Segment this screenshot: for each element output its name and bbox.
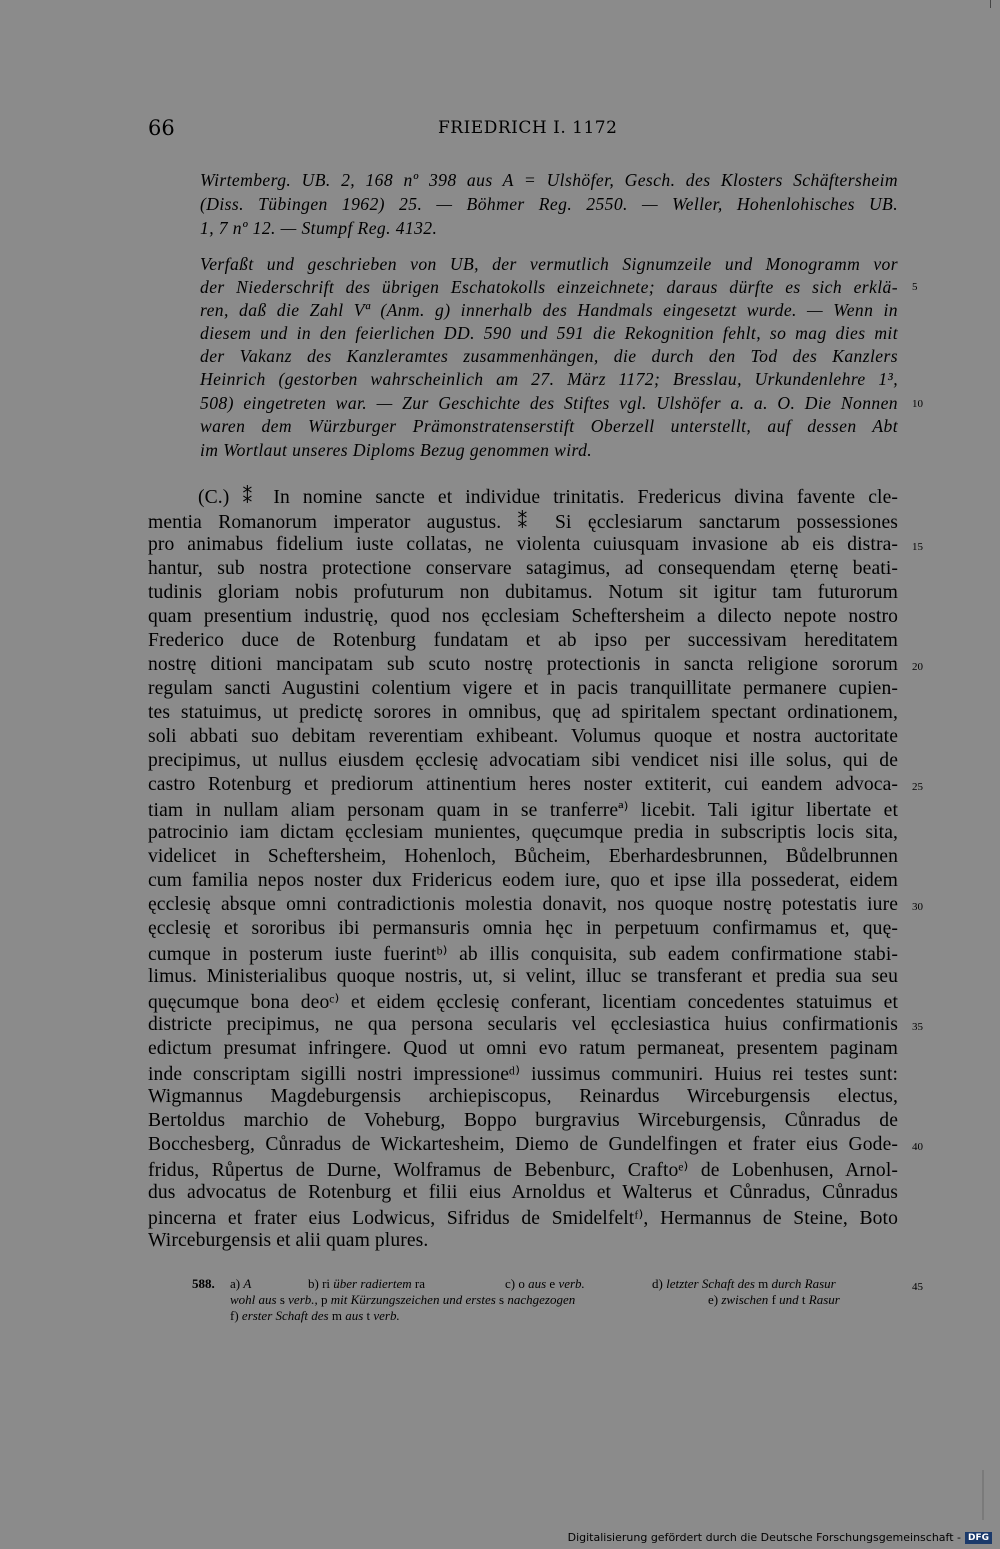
text-line: pincerna et frater eius Lodwicus, Sifridus de Smidelfeltᶠ⁾, Hermannus de Steine, Boto [148,1208,898,1229]
footnote-e: e) zwischen f und t Rasur [708,1292,840,1307]
text-line: ęcclesię et sororibus ibi permansuris omnia hęc in perpetuum confirmamus et, quę- [148,918,898,939]
running-title: FRIEDRICH I. 1172 [438,118,618,138]
line-number: 5 [912,281,918,293]
sources-line: Wirtemberg. UB. 2, 168 nº 398 aus A = Ulshöfer, Gesch. des Klosters Schäftersheim [200,170,898,190]
text-line: edictum presumat infringere. Quod ut omni evo ratum permaneat, presentem paginam [148,1038,898,1059]
text-line: quam presentium industrię, quod nos ęcclesiam Scheftersheim a dilecto nepote nostro [148,606,898,627]
line-number: 15 [912,541,923,553]
text-line: quęcumque bona deoᶜ⁾ et eidem ęcclesię conferant, licentiam concedentes statuimus et [148,992,898,1013]
text-line: nostrę ditioni mancipatam sub scuto nostrę protectionis in sancta religione sororum [148,654,898,675]
text-line: tiam in nullam aliam personam quam in se tranferreª⁾ licebit. Tali igitur libertate et [148,800,898,821]
dfg-logo: DFG [965,1532,992,1544]
line-number: 10 [912,398,923,410]
text-line: precipimus, ut nullus eiusdem ęcclesię advocatiam sibi vendicet nisi ille solus, qui de [148,750,898,771]
commentary-line: Heinrich (gestorben wahrscheinlich am 27. März 1172; Bresslau, Urkundenlehre 1³, [200,369,898,389]
digitization-credit [568,1531,992,1544]
text-line: Wigmannus Magdeburgensis archiepiscopus, Reinardus Wirceburgensis electus, [148,1086,898,1107]
text-line: limus. Ministerialibus quoque nostris, ut, si velint, illuc se transferant et predia sua seu [148,966,898,987]
text-line: cumque in posterum iuste fuerintᵇ⁾ ab illis conquisita, sub eadem confirmatione stabi- [148,944,898,965]
line-number: 25 [912,781,923,793]
text-line: pro animabus fidelium iuste collatas, ne violenta cuiusquam invasione ab eis distra- [148,534,898,555]
text-line: (C.) ⁑ In nomine sancte et individue trinitatis. Fredericus divina favente cle- [198,487,898,508]
scan-edge-mark [990,0,991,8]
line-number: 45 [912,1281,923,1293]
text-line: Bertoldus marchio de Voheburg, Boppo burgravius Wirceburgensis, Cůnradus de [148,1110,898,1131]
footnote-d: d) letzter Schaft des m durch Rasur [652,1276,836,1291]
document-number: 588. [192,1276,215,1291]
text-line: Wirceburgensis et alii quam plures. [148,1230,429,1251]
text-line: fridus, Růpertus de Durne, Wolframus de Bebenburc, Craftoᵉ⁾ de Lobenhusen, Arnol- [148,1160,898,1181]
commentary-line: waren dem Würzburger Prämonstratenserstift Oberzell unterstellt, auf dessen Abt [200,416,898,436]
commentary-line: Verfaßt und geschrieben von UB, der vermutlich Signumzeile und Monogramm vor [200,254,898,274]
page-header [148,116,898,146]
line-number: 35 [912,1021,923,1033]
commentary-line: 508) eingetreten war. — Zur Geschichte des Stiftes vgl. Ulshöfer a. a. O. Die Nonnen [200,393,898,413]
text-line: ęcclesię absque omni contradictionis molestia donavit, nos quoque nostrę potestatis iure [148,894,898,915]
text-line: Frederico duce de Rotenburg fundatam et ab ipso per successivam hereditatem [148,630,898,651]
text-line: soli abbati suo debitam reverentiam exhibeant. Volumus quoque et nostra auctoritate [148,726,898,747]
text-line: dus advocatus de Rotenburg et filii eius Arnoldus et Walterus et Cůnradus, Cůnradus [148,1182,898,1203]
commentary-line: der Niederschrift des übrigen Eschatokolls einzeichnete; daraus dürfte es sich erklä- [200,277,898,297]
text-line: tes statuimus, ut predictę sorores in omnibus, quę ad spiritalem spectant ordinationem, [148,702,898,723]
text-line: districte precipimus, ne qua persona secularis vel ęcclesiastica huius confirmationis [148,1014,898,1035]
text-line: videlicet in Scheftersheim, Hohenloch, Bůcheim, Eberhardesbrunnen, Bůdelbrunnen [148,846,898,867]
line-number: 30 [912,901,923,913]
text-line: cum familia nepos noster dux Fridericus eodem iure, quo et ipse illa possederat, eidem [148,870,898,891]
commentary-line: ren, daß die Zahl Vª (Anm. g) innerhalb des Handmals eingesetzt wurde. — Wenn in [200,300,898,320]
text-line: patrocinio iam dictam ęcclesiam munientes, quęcumque predia in subscriptis locis sita, [148,822,898,843]
sources-line: 1, 7 nº 12. — Stumpf Reg. 4132. [200,218,438,238]
footnote-a: a) A [230,1276,252,1291]
footnote-d-continued: wohl aus s verb., p mit Kürzungszeichen und erstes s nachgezogen [230,1292,576,1307]
text-line: hantur, sub nostra protectione conservare satagimus, ad consequendam ęternę beati- [148,558,898,579]
page-number: 66 [148,116,175,140]
text-line: tudinis gloriam nobis profuturum non dubitamus. Notum sit igitur tam futurorum [148,582,898,603]
footnote-f: f) erster Schaft des m aus t verb. [230,1308,400,1323]
sources-line: (Diss. Tübingen 1962) 25. — Böhmer Reg. 2550. — Weller, Hohenlohisches UB. [200,194,898,214]
commentary-line: diesem und in den feierlichen DD. 590 und 591 die Rekognition fehlt, so mag dies mit [200,323,898,343]
text-line: regulam sancti Augustini colentium vigere et in pacis tranquillitate permanere cupien- [148,678,898,699]
commentary-line: im Wortlaut unseres Diploms Bezug genommen wird. [200,440,593,460]
scan-edge-shadow [982,1470,984,1520]
text-line: mentia Romanorum imperator augustus. ⁑ Si ęcclesiarum sanctarum possessiones [148,512,898,533]
footnote-c: c) o aus e verb. [505,1276,585,1291]
text-line: inde conscriptam sigilli nostri impressioneᵈ⁾ iussimus communiri. Huius rei testes sunt: [148,1064,898,1085]
footnote-line [0,1308,900,1326]
line-number: 40 [912,1141,923,1153]
text-line: Bocchesberg, Cůnradus de Wickartesheim, Diemo de Gundelfingen et frater eius Gode- [148,1134,898,1155]
text-line: castro Rotenburg et prediorum attinentium heres noster extiterit, cui eandem advoca- [148,774,898,795]
credit-text: Digitalisierung gefördert durch die Deutsche Forschungsgemeinschaft - [567,1531,961,1544]
commentary-line: der Vakanz des Kanzleramtes zusammenhängen, die durch den Tod des Kanzlers [200,346,898,366]
footnote-b: b) ri über radiertem ra [308,1276,425,1291]
line-number: 20 [912,661,923,673]
